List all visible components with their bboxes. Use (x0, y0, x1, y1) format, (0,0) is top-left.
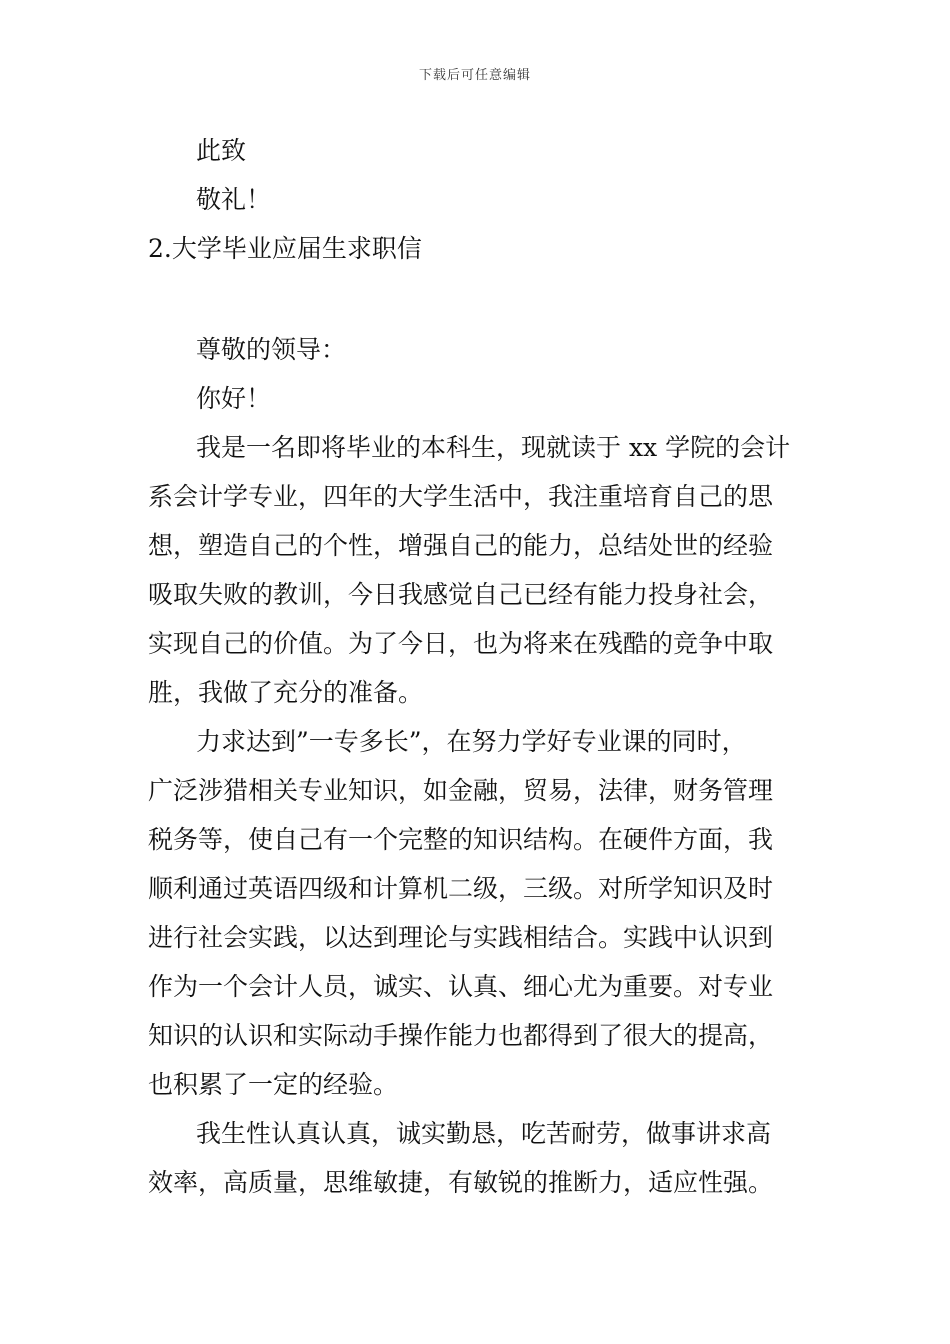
paragraph-line: 效率，高质量，思维敏捷，有敏锐的推断力，适应性强。 (148, 1168, 774, 1197)
closing-line-1: 此致 (196, 136, 247, 165)
paragraph-line: 也积累了一定的经验。 (148, 1070, 399, 1099)
spacer (148, 273, 808, 325)
page-header: 下载后可任意编辑 (418, 68, 531, 83)
paragraph-line: 知识的认识和实际动手操作能力也都得到了很大的提高， (148, 1021, 774, 1050)
document-body (148, 126, 808, 1207)
closing-line-2: 敬礼！ (196, 185, 272, 214)
greeting: 你好！ (196, 384, 272, 413)
paragraph-line: 想，塑造自己的个性，增强自己的能力，总结处世的经验 (148, 531, 774, 560)
paragraph-line: 系会计学专业，四年的大学生活中，我注重培育自己的思 (148, 482, 774, 511)
paragraph-line: 顺利通过英语四级和计算机二级，三级。对所学知识及时 (148, 874, 774, 903)
salutation: 尊敬的领导： (196, 335, 347, 364)
section-title: 2.大学毕业应届生求职信 (148, 234, 422, 263)
paragraph-line: 我是一名即将毕业的本科生，现就读于 xx 学院的会计 (196, 433, 791, 462)
paragraph-line: 吸取失败的教训，今日我感觉自己已经有能力投身社会， (148, 580, 774, 609)
paragraph-line: 我生性认真认真，诚实勤恳，吃苦耐劳，做事讲求高 (196, 1119, 772, 1148)
paragraph-3 (148, 1109, 808, 1207)
paragraph-line: 力求达到”一专多长”，在努力学好专业课的同时， (196, 727, 747, 756)
paragraph-line: 实现自己的价值。为了今日，也为将来在残酷的竞争中取 (148, 629, 774, 658)
paragraph-line: 胜，我做了充分的准备。 (148, 678, 424, 707)
paragraph-line: 进行社会实践，以达到理论与实践相结合。实践中认识到 (148, 923, 774, 952)
paragraph-line: 作为一个会计人员，诚实、认真、细心尤为重要。对专业 (148, 972, 774, 1001)
paragraph-line: 税务等，使自己有一个完整的知识结构。在硬件方面，我 (148, 825, 774, 854)
paragraph-2 (148, 717, 808, 1109)
paragraph-line: 广泛涉猎相关专业知识，如金融，贸易，法律，财务管理 (148, 776, 774, 805)
paragraph-1 (148, 423, 808, 717)
